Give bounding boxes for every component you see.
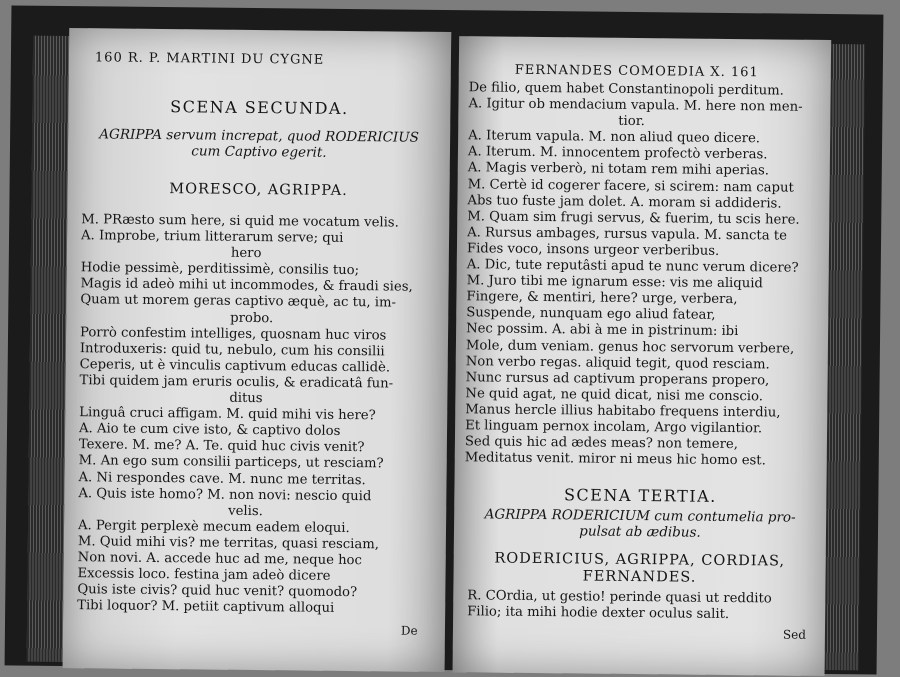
verse-line: M. Certè id cogerer facere, si scirem: nam caput — [467, 176, 794, 196]
verse-line: A. Quis iste homo? M. non novi: nescio quid — [78, 485, 372, 504]
verse-line: A. Aio te cum cive isto, & captivo dolos — [78, 421, 341, 440]
verse-line: A. Iterum. M. innocentem profectò verberas. — [467, 144, 768, 163]
verse-line: A. Ni respondes cave. M. nunc me territas. — [78, 469, 366, 488]
verse-line: Ne quid agat, ne quid dicat, nisi me conscio. — [465, 386, 764, 405]
verse-line: Abs tuo fuste jam dolet. A. moram si addideris. — [467, 192, 782, 212]
verse-line: M. An ego sum consilii particeps, ut resciam? — [78, 453, 384, 472]
verse-lines — [465, 80, 803, 470]
verse-line: A. Improbe, trium litterarum serve; qui — [80, 228, 344, 247]
verse-line: probo. — [230, 310, 274, 326]
verse-line: Non novi. A. accede huc ad me, neque hoc — [77, 550, 362, 569]
verse-line: Magis id adeò mihi ut incommodes, & fraudi sies, — [80, 276, 413, 296]
verse-line: Sed quis hic ad ædes meas? non temere, — [464, 434, 739, 453]
verse-lines-closing — [467, 588, 772, 623]
verse-line: Et linguam pernox incolam, Argo vigilantior. — [465, 418, 763, 437]
verse-line: Tibi loquor? M. petiit captivum alloqui — [77, 598, 335, 617]
catchword: Sed — [782, 627, 807, 642]
argument-line: cum Captivo egerit. — [191, 143, 327, 161]
cast-line: RODERICIUS, AGRIPPA, CORDIAS, — [494, 550, 786, 570]
verse-line: Quam ut morem geras captivo æquè, ac tu, im- — [80, 292, 397, 311]
verse-line: Non verbo regas. aliquid tegit, quod resciam. — [465, 353, 770, 373]
verse-line: hero — [230, 245, 262, 262]
argument-line: AGRIPPA servum increpat, quod RODERICIUS — [99, 126, 419, 146]
verse-line: Meditatus venit. miror ni meus hic homo est. — [464, 450, 766, 469]
verse-line: A. Iterum vapula. M. non aliud queo dicere. — [468, 128, 761, 147]
verse-line: R. COrdia, ut gestio! perinde quasi ut reddito — [467, 588, 772, 607]
verse-lines — [77, 212, 413, 618]
verse-line: Fingere, & mentiri, here? urge, verbera, — [466, 289, 738, 308]
verse-line: ditus — [229, 390, 263, 407]
verse-line: De filio, quem habet Constantinopoli perditum. — [468, 80, 784, 99]
verse-line: Mole, dum veniam. genus hoc servorum verbere, — [465, 337, 795, 357]
verse-line: velis. — [228, 503, 263, 519]
verse-line: Excessis loco. festina jam adeò dicere — [77, 566, 331, 584]
scene-argument — [78, 126, 440, 162]
left-page — [63, 28, 452, 672]
running-head: FERNANDES COMOEDIA X. 161 — [514, 62, 759, 81]
verse-line: tior. — [618, 114, 645, 130]
verse-line: A. Pergit perplexè mecum eadem eloqui. — [77, 517, 350, 536]
cast-line: FERNANDES. — [582, 568, 697, 586]
catchword: De — [400, 623, 418, 638]
scene-title: SCENA TERTIA. — [563, 485, 717, 506]
verse-line: Ceperis, ut è vinculis captivum educas callidè. — [79, 357, 391, 376]
scene-title: SCENA SECUNDA. — [170, 97, 349, 118]
verse-line: Suspende, nunquam ego aliud fatear, — [466, 305, 716, 324]
verse-line: Linguâ cruci affigam. M. quid mihi vis here? — [79, 405, 376, 424]
verse-line: A. Dic, tute reputâsti apud te nunc verum dicere? — [466, 257, 799, 276]
verse-line: Quis iste civis? quid huc venit? quomodo? — [77, 582, 358, 601]
verse-line: Manus hercle illius habitabo frequens interdiu, — [465, 402, 781, 421]
verse-line: A. Rursus ambages, rursus vapula. M. sancta te — [467, 225, 787, 244]
verse-line: Filio; ita mihi hodie dexter oculus salit. — [467, 604, 730, 623]
scene-argument — [462, 506, 818, 542]
verse-line: Nunc rursus ad captivum properans propero, — [465, 369, 770, 389]
open-book — [5, 5, 884, 674]
verse-line: M. Quam sim frugi servus, & fuerim, tu scis here. — [467, 208, 800, 228]
verse-line: A. Igitur ob mendacium vapula. M. here non men- — [468, 96, 803, 115]
verse-line: M. Juro tibi me ignarum esse: vis me aliquid — [466, 273, 763, 292]
verse-line: Texere. M. me? A. Te. quid huc civis venit? — [78, 437, 365, 456]
verse-line: M. PRæsto sum here, si quid me vocatum velis. — [81, 212, 399, 231]
right-page — [453, 36, 832, 676]
verse-line: Porrò confestim intelliges, quosnam huc viros — [79, 324, 387, 344]
verse-line: Fides voco, insons urgeor verberibus. — [466, 241, 720, 259]
verse-line: M. Quid mihi vis? me territas, quasi resciam, — [77, 534, 380, 553]
verse-line: A. Magis verberò, ni totam rem mihi aperias. — [467, 160, 770, 179]
verse-line: Nec possim. A. abi à me in pistrinum: ibi — [466, 321, 739, 340]
running-head: 160 R. P. MARTINI DU CYGNE — [94, 50, 325, 68]
verse-line: Introduxeris: quid tu, nebulo, cum his consilii — [79, 340, 385, 360]
right-page-edges — [825, 44, 866, 670]
argument-line: pulsat ab ædibus. — [579, 523, 701, 541]
cast-list: MORESCO, AGRIPPA. — [169, 181, 348, 199]
argument-line: AGRIPPA RODERICIUM cum contumelia pro- — [484, 506, 796, 526]
verse-line: Tibi quidem jam eruris oculis, & eradicatâ fun- — [79, 373, 394, 392]
cast-list — [453, 550, 825, 588]
verse-line: Hodie pessimè, perditissimè, consilis tuo; — [80, 260, 360, 279]
